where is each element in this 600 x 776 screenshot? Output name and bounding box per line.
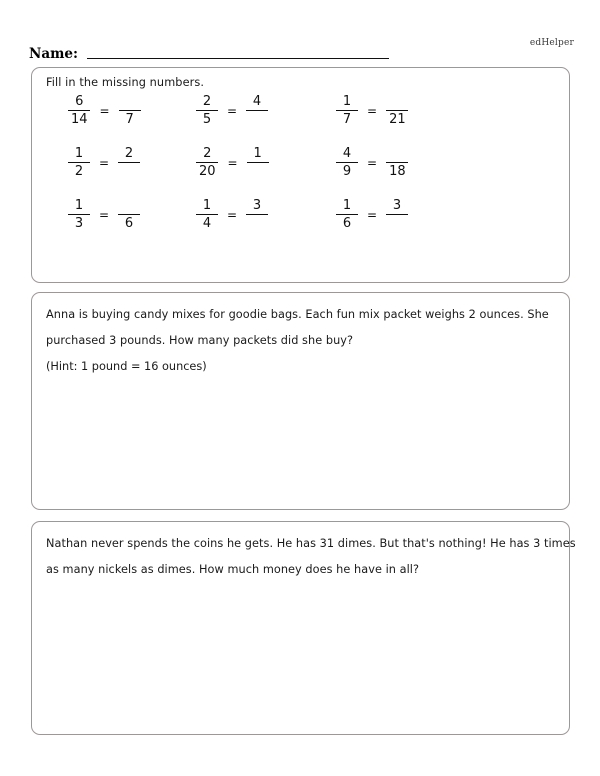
fraction-problem[interactable] xyxy=(336,146,496,179)
numerator: 4 xyxy=(336,146,358,163)
fraction-problem[interactable] xyxy=(336,198,496,231)
word-problem-box-2[interactable] xyxy=(31,521,576,735)
fractions-prompt: Fill in the missing numbers. xyxy=(46,76,205,89)
numerator: 3 xyxy=(386,198,408,215)
fraction-right[interactable] xyxy=(386,198,408,231)
numerator: 6 xyxy=(68,94,90,111)
equals-sign: = xyxy=(227,156,238,170)
denominator: 21 xyxy=(389,112,406,127)
equals-sign: = xyxy=(99,208,110,222)
denominator-blank[interactable] xyxy=(118,163,140,179)
denominator: 18 xyxy=(389,164,406,179)
fraction-right[interactable] xyxy=(247,146,269,179)
equals-sign: = xyxy=(227,208,238,222)
denominator: 7 xyxy=(342,112,352,127)
fraction-grid xyxy=(32,94,569,250)
denominator: 4 xyxy=(202,216,212,231)
denominator: 2 xyxy=(74,164,84,179)
name-field-row xyxy=(29,47,389,61)
word-problem-1-line-1: Anna is buying candy mixes for goodie bags. Each fun mix packet weighs 2 ounces. She xyxy=(46,308,549,321)
word-problem-2-line-2: as many nickels as dimes. How much money does he have in all? xyxy=(46,563,420,576)
fraction-left xyxy=(196,94,218,127)
fraction-problem[interactable] xyxy=(196,94,336,127)
denominator: 3 xyxy=(74,216,84,231)
numerator: 2 xyxy=(196,94,218,111)
word-problem-2-line-1: Nathan never spends the coins he gets. He has 31 dimes. But that's nothing! He has 3 times xyxy=(46,537,576,550)
numerator: 1 xyxy=(68,198,90,215)
denominator: 14 xyxy=(71,112,88,127)
denominator: 6 xyxy=(342,216,352,231)
equals-sign: = xyxy=(367,104,378,118)
denominator: 20 xyxy=(199,164,216,179)
fraction-right[interactable] xyxy=(246,198,268,231)
equals-sign: = xyxy=(367,208,378,222)
edhelper-brand: edHelper xyxy=(529,38,574,48)
numerator: 1 xyxy=(247,146,269,163)
equals-sign: = xyxy=(227,104,238,118)
fraction-right[interactable] xyxy=(118,146,140,179)
name-input-rule[interactable] xyxy=(87,58,389,59)
denominator: 5 xyxy=(202,112,212,127)
fraction-row xyxy=(32,198,569,250)
fraction-problem[interactable] xyxy=(32,198,196,231)
fraction-right[interactable] xyxy=(386,146,409,179)
word-problem-2-text xyxy=(46,531,576,583)
word-problem-1-hint: (Hint: 1 pound = 16 ounces) xyxy=(46,360,207,373)
numerator: 1 xyxy=(336,94,358,111)
equals-sign: = xyxy=(367,156,378,170)
fraction-left xyxy=(68,94,91,127)
fraction-left xyxy=(196,198,218,231)
fraction-problem[interactable] xyxy=(32,146,196,179)
fraction-problem[interactable] xyxy=(196,146,336,179)
fraction-right[interactable] xyxy=(246,94,268,127)
fraction-left xyxy=(68,198,90,231)
numerator: 2 xyxy=(118,146,140,163)
equals-sign: = xyxy=(99,156,110,170)
numerator-blank[interactable] xyxy=(386,146,408,163)
fraction-row xyxy=(32,94,569,146)
denominator-blank[interactable] xyxy=(247,163,269,179)
fraction-left xyxy=(336,94,358,127)
denominator-blank[interactable] xyxy=(246,215,268,231)
numerator-blank[interactable] xyxy=(119,94,141,111)
denominator-blank[interactable] xyxy=(246,111,268,127)
fractions-problem-box xyxy=(31,67,570,283)
name-label: Name: xyxy=(29,46,78,62)
numerator: 1 xyxy=(336,198,358,215)
fraction-left xyxy=(336,146,358,179)
denominator: 9 xyxy=(342,164,352,179)
numerator: 2 xyxy=(196,146,218,163)
denominator-blank[interactable] xyxy=(386,215,408,231)
fraction-problem[interactable] xyxy=(196,198,336,231)
fraction-left xyxy=(336,198,358,231)
numerator: 1 xyxy=(68,146,90,163)
fraction-right[interactable] xyxy=(119,94,141,127)
fraction-row xyxy=(32,146,569,198)
numerator-blank[interactable] xyxy=(118,198,140,215)
word-problem-1-text xyxy=(46,302,555,380)
fraction-problem[interactable] xyxy=(336,94,496,127)
numerator: 1 xyxy=(196,198,218,215)
fraction-right[interactable] xyxy=(386,94,409,127)
numerator: 3 xyxy=(246,198,268,215)
numerator-blank[interactable] xyxy=(386,94,408,111)
fraction-left xyxy=(196,146,219,179)
word-problem-1-line-2: purchased 3 pounds. How many packets did she buy? xyxy=(46,334,354,347)
fraction-problem[interactable] xyxy=(32,94,196,127)
fraction-left xyxy=(68,146,90,179)
word-problem-box-1[interactable] xyxy=(31,292,570,510)
fraction-right[interactable] xyxy=(118,198,140,231)
equals-sign: = xyxy=(99,104,110,118)
denominator: 7 xyxy=(125,112,134,127)
denominator: 6 xyxy=(124,216,134,231)
numerator: 4 xyxy=(246,94,268,111)
